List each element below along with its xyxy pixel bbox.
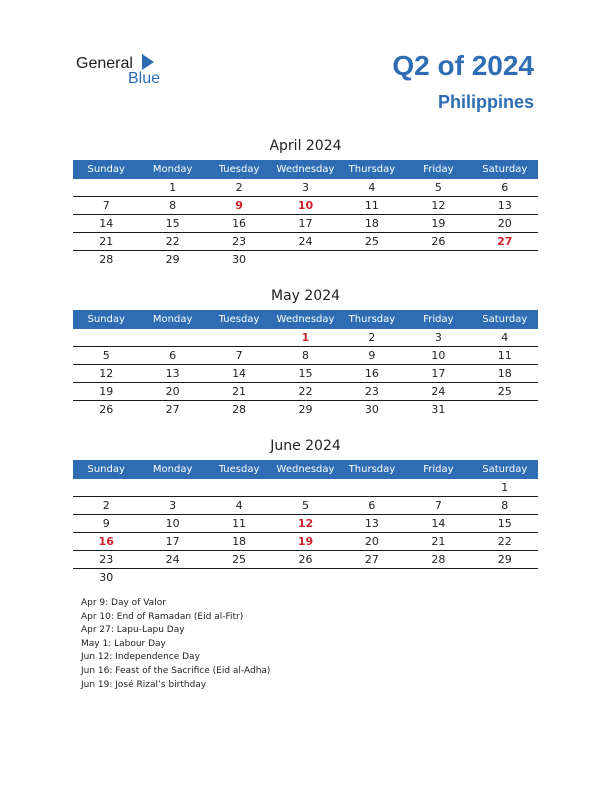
day-cell: 22 xyxy=(497,535,512,548)
day-cell: 19 xyxy=(431,217,446,230)
day-cell: 26 xyxy=(431,235,446,248)
day-cell: 17 xyxy=(298,217,313,230)
day-cell: 1 xyxy=(301,331,310,344)
weekday-label: Wednesday xyxy=(276,464,335,475)
weekday-label: Saturday xyxy=(482,314,528,325)
day-cell: 28 xyxy=(99,253,114,266)
day-cell: 19 xyxy=(297,535,314,548)
day-cell: 15 xyxy=(298,367,313,380)
day-cell: 24 xyxy=(298,235,313,248)
day-cell: 21 xyxy=(431,535,446,548)
day-cell: 14 xyxy=(99,217,114,230)
day-cell: 8 xyxy=(169,199,177,212)
day-cell: 2 xyxy=(235,181,243,194)
day-cell: 11 xyxy=(232,517,247,530)
weekday-label: Friday xyxy=(423,164,454,175)
week-row xyxy=(73,383,538,401)
weekday-label: Sunday xyxy=(87,464,125,475)
day-cell: 9 xyxy=(102,517,110,530)
day-cell: 25 xyxy=(364,235,379,248)
holiday-notes xyxy=(81,597,270,692)
day-cell: 27 xyxy=(497,235,513,248)
day-cell: 4 xyxy=(368,181,376,194)
day-cell: 12 xyxy=(99,367,114,380)
weekday-label: Saturday xyxy=(482,164,528,175)
weekday-label: Sunday xyxy=(87,314,125,325)
day-cell: 11 xyxy=(364,199,379,212)
day-cell: 12 xyxy=(297,517,314,530)
day-cell: 5 xyxy=(434,181,442,194)
weekday-label: Tuesday xyxy=(218,164,260,175)
weekday-label: Sunday xyxy=(87,164,125,175)
day-cell: 8 xyxy=(501,499,509,512)
weekday-label: Thursday xyxy=(348,164,396,175)
day-cell: 14 xyxy=(431,517,446,530)
weekday-label: Wednesday xyxy=(276,314,335,325)
weekday-header xyxy=(73,460,538,479)
day-cell: 13 xyxy=(364,517,379,530)
day-cell: 30 xyxy=(232,253,247,266)
day-cell: 12 xyxy=(431,199,446,212)
day-cell: 13 xyxy=(497,199,512,212)
weekday-label: Wednesday xyxy=(276,164,335,175)
day-cell: 15 xyxy=(497,517,512,530)
week-row xyxy=(73,401,538,418)
page-title: Q2 of 2024 xyxy=(392,50,534,81)
holiday-note: Apr 27: Lapu-Lapu Day xyxy=(81,625,185,636)
day-cell: 7 xyxy=(235,349,243,362)
day-cell: 1 xyxy=(169,181,177,194)
holiday-note: Apr 10: End of Ramadan (Eid al-Fitr) xyxy=(81,611,244,622)
day-cell: 6 xyxy=(501,181,509,194)
month-calendar-april xyxy=(73,138,538,268)
day-cell: 25 xyxy=(497,385,512,398)
holiday-note: Jun 12: Independence Day xyxy=(81,652,200,663)
day-cell: 29 xyxy=(298,403,313,416)
day-cell: 16 xyxy=(232,217,247,230)
day-cell: 17 xyxy=(165,535,180,548)
month-calendar-june xyxy=(73,438,538,586)
day-cell: 29 xyxy=(165,253,180,266)
day-cell: 2 xyxy=(368,331,376,344)
weeks xyxy=(73,479,538,586)
day-cell: 14 xyxy=(232,367,247,380)
day-cell: 9 xyxy=(235,199,243,212)
weeks xyxy=(73,329,538,418)
day-cell: 1 xyxy=(501,481,509,494)
holiday-note: May 1: Labour Day xyxy=(81,638,166,649)
day-cell: 10 xyxy=(431,349,446,362)
day-cell: 21 xyxy=(232,385,247,398)
day-cell: 10 xyxy=(165,517,180,530)
week-row xyxy=(73,251,538,268)
day-cell: 3 xyxy=(434,331,442,344)
day-cell: 27 xyxy=(364,553,379,566)
month-calendar-may xyxy=(73,288,538,418)
weekday-label: Monday xyxy=(152,164,193,175)
day-cell: 29 xyxy=(497,553,512,566)
week-row xyxy=(73,329,538,347)
holiday-note: Jun 16: Feast of the Sacrifice (Eid al-Adha) xyxy=(81,665,271,676)
day-cell: 20 xyxy=(497,217,512,230)
weekday-label: Thursday xyxy=(348,464,396,475)
day-cell: 7 xyxy=(434,499,442,512)
week-row xyxy=(73,479,538,497)
weekday-header xyxy=(73,160,538,179)
day-cell: 23 xyxy=(364,385,379,398)
day-cell: 7 xyxy=(102,199,110,212)
day-cell: 26 xyxy=(298,553,313,566)
weekday-label: Thursday xyxy=(348,314,396,325)
day-cell: 18 xyxy=(497,367,512,380)
weekday-label: Saturday xyxy=(482,464,528,475)
logo-general-text: General xyxy=(76,55,133,72)
day-cell: 25 xyxy=(232,553,247,566)
month-title: May 2024 xyxy=(270,288,341,304)
weekday-label: Friday xyxy=(423,464,454,475)
logo-blue-text: Blue xyxy=(128,70,161,87)
day-cell: 20 xyxy=(165,385,180,398)
week-row xyxy=(73,179,538,197)
week-row xyxy=(73,569,538,586)
weekday-label: Friday xyxy=(423,314,454,325)
weekday-header xyxy=(73,310,538,329)
day-cell: 21 xyxy=(99,235,114,248)
month-title: April 2024 xyxy=(269,138,342,154)
holiday-note: Jun 19: José Rizal’s birthday xyxy=(81,679,207,690)
day-cell: 24 xyxy=(165,553,180,566)
day-cell: 20 xyxy=(364,535,379,548)
week-row xyxy=(73,497,538,515)
day-cell: 23 xyxy=(232,235,247,248)
week-row xyxy=(73,551,538,569)
week-row xyxy=(73,533,538,551)
country-name: Philippines xyxy=(437,92,534,112)
day-cell: 6 xyxy=(169,349,177,362)
logo-flag-icon xyxy=(142,54,154,70)
day-cell: 18 xyxy=(232,535,247,548)
day-cell: 16 xyxy=(98,535,114,548)
day-cell: 19 xyxy=(99,385,114,398)
day-cell: 22 xyxy=(165,235,180,248)
day-cell: 5 xyxy=(301,499,309,512)
day-cell: 17 xyxy=(431,367,446,380)
week-row xyxy=(73,365,538,383)
day-cell: 4 xyxy=(501,331,509,344)
logo xyxy=(76,52,176,88)
week-row xyxy=(73,515,538,533)
day-cell: 27 xyxy=(165,403,180,416)
day-cell: 28 xyxy=(232,403,247,416)
day-cell: 6 xyxy=(368,499,376,512)
day-cell: 22 xyxy=(298,385,313,398)
day-cell: 9 xyxy=(368,349,376,362)
week-row xyxy=(73,233,538,251)
day-cell: 11 xyxy=(497,349,512,362)
week-row xyxy=(73,215,538,233)
day-cell: 16 xyxy=(364,367,379,380)
day-cell: 31 xyxy=(431,403,446,416)
day-cell: 24 xyxy=(431,385,446,398)
day-cell: 30 xyxy=(99,571,114,584)
weekday-label: Monday xyxy=(152,314,193,325)
day-cell: 3 xyxy=(301,181,309,194)
weekday-label: Tuesday xyxy=(218,464,260,475)
day-cell: 13 xyxy=(165,367,180,380)
day-cell: 26 xyxy=(99,403,114,416)
week-row xyxy=(73,347,538,365)
day-cell: 10 xyxy=(297,199,314,212)
day-cell: 5 xyxy=(102,349,110,362)
day-cell: 23 xyxy=(99,553,114,566)
weeks xyxy=(73,179,538,268)
day-cell: 4 xyxy=(235,499,243,512)
week-row xyxy=(73,197,538,215)
day-cell: 2 xyxy=(102,499,110,512)
day-cell: 15 xyxy=(165,217,180,230)
day-cell: 30 xyxy=(364,403,379,416)
day-cell: 3 xyxy=(169,499,177,512)
holiday-note: Apr 9: Day of Valor xyxy=(81,598,166,608)
month-title: June 2024 xyxy=(270,438,341,454)
day-cell: 28 xyxy=(431,553,446,566)
day-cell: 8 xyxy=(301,349,309,362)
weekday-label: Monday xyxy=(152,464,193,475)
day-cell: 18 xyxy=(364,217,379,230)
weekday-label: Tuesday xyxy=(218,314,260,325)
